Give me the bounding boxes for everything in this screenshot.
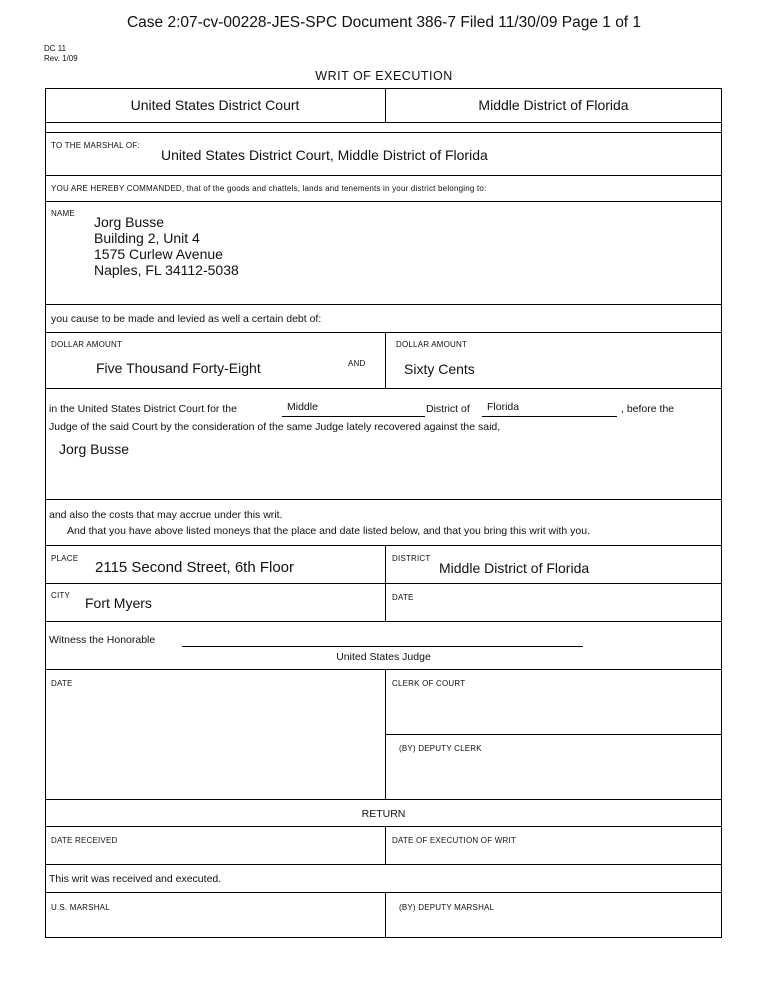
rule — [45, 175, 722, 176]
cents-amount-value[interactable]: Sixty Cents — [404, 361, 475, 377]
name-line[interactable]: 1575 Curlew Avenue — [94, 246, 223, 262]
city-value[interactable]: Fort Myers — [85, 595, 152, 611]
city-label: CITY — [51, 591, 71, 600]
rule — [45, 304, 722, 305]
rule — [45, 122, 722, 123]
rule — [45, 621, 722, 622]
marshal-label: U.S. MARSHAL — [51, 903, 110, 912]
rule — [45, 545, 722, 546]
district-fill-line — [482, 416, 617, 417]
name-label: NAME — [51, 209, 75, 218]
date-received-label: DATE RECEIVED — [51, 836, 118, 845]
dollar-amount-value[interactable]: Five Thousand Forty-Eight — [96, 360, 261, 376]
court-name: United States District Court — [130, 97, 300, 113]
return-title: RETURN — [361, 808, 406, 820]
judge-title: United States Judge — [336, 651, 431, 663]
commanded-text: YOU ARE HEREBY COMMANDED, that of the goods and chattels, lands and tenements in your district belonging to: — [51, 184, 487, 193]
and-label: AND — [348, 359, 366, 368]
signature-date-label: DATE — [51, 679, 73, 688]
judgment-against[interactable]: Jorg Busse — [59, 441, 130, 457]
deputy-marshal-label: (BY) DEPUTY MARSHAL — [399, 903, 495, 912]
rule — [45, 332, 722, 333]
rule — [385, 734, 722, 735]
rule — [45, 826, 722, 827]
rule — [45, 201, 722, 202]
judgment-district-fill[interactable]: Florida — [487, 401, 520, 413]
date-label: DATE — [392, 593, 414, 602]
court-fill-line — [282, 416, 425, 417]
rule — [45, 669, 722, 670]
district-label: DISTRICT — [392, 554, 431, 563]
name-line[interactable]: Naples, FL 34112-5038 — [94, 262, 239, 278]
form-title: WRIT OF EXECUTION — [315, 69, 453, 83]
clerk-label: CLERK OF COURT — [392, 679, 466, 688]
dollar-amount-label: DOLLAR AMOUNT — [51, 340, 123, 349]
place-value[interactable]: 2115 Second Street, 6th Floor — [95, 559, 295, 576]
rule — [45, 799, 722, 800]
judgment-text-1: in the United States District Court for the — [49, 403, 237, 415]
to-marshal-label: TO THE MARSHAL OF: — [51, 141, 140, 150]
debt-text: you cause to be made and levied as well a certain debt of: — [51, 313, 322, 325]
rule — [45, 388, 722, 389]
form-revision: Rev. 1/09 — [44, 54, 78, 63]
place-label: PLACE — [51, 554, 79, 563]
rule — [45, 864, 722, 865]
name-line[interactable]: Jorg Busse — [94, 214, 165, 230]
witness-signature-line — [182, 646, 583, 647]
judgment-court-fill[interactable]: Middle — [287, 401, 318, 413]
cents-amount-label: DOLLAR AMOUNT — [396, 340, 468, 349]
divider — [385, 545, 386, 621]
rule — [45, 892, 722, 893]
judgment-text-4: Judge of the said Court by the consideration of the same Judge lately recovered against the said, — [49, 421, 501, 433]
rule — [45, 132, 722, 133]
case-header: Case 2:07-cv-00228-JES-SPC Document 386-7 Filed 11/30/09 Page 1 of 1 — [126, 14, 642, 31]
divider — [385, 826, 386, 864]
received-text: This writ was received and executed. — [49, 873, 222, 885]
rule — [45, 583, 722, 584]
witness-text: Witness the Honorable — [49, 634, 156, 646]
district-value[interactable]: Middle District of Florida — [439, 560, 590, 576]
date-execution-label: DATE OF EXECUTION OF WRIT — [392, 836, 516, 845]
deputy-clerk-label: (BY) DEPUTY CLERK — [399, 744, 482, 753]
divider — [385, 332, 386, 388]
name-line[interactable]: Building 2, Unit 4 — [94, 230, 200, 246]
rule — [45, 499, 722, 500]
divider — [385, 892, 386, 938]
judgment-text-3: , before the — [621, 403, 675, 415]
to-marshal-value[interactable]: United States District Court, Middle District of Florida — [161, 147, 488, 163]
form-code: DC 11 — [44, 44, 67, 53]
costs-line-1: and also the costs that may accrue under this writ. — [49, 509, 283, 521]
court-district: Middle District of Florida — [478, 97, 629, 113]
divider — [385, 669, 386, 799]
judgment-text-2: District of — [426, 403, 470, 415]
costs-line-2: And that you have above listed moneys that the place and date listed below, and that you bring this writ with you. — [67, 525, 590, 537]
writ-form — [45, 88, 722, 938]
